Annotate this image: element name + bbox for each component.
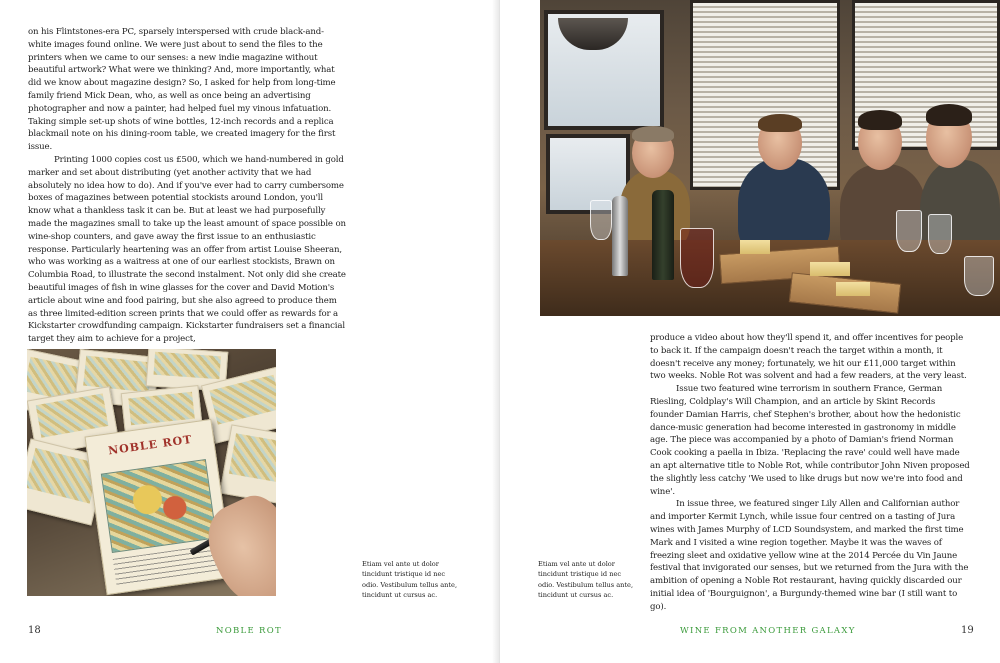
wine-glass <box>590 200 612 240</box>
page-number-right: 19 <box>961 625 974 636</box>
running-head-left: NOBLE ROT <box>216 626 282 636</box>
right-paragraph-3: In issue three, we featured singer Lily Allen and Californian author and importer Kermit Lynch, while issue four centred on a tasting of Jura wines with James Murphy of LCD Soundsystem, and marked the first time Mark and I visited a wine region together. Maybe it was the waves of freezing sleet and oxidative yellow wine at the 2014 Percée du Vin Jaune festival that invigorated our senses, but we returned from the Jura with the ambition of opening a Noble Rot restaurant, having quickly discarded our initial idea of 'Bourguignon', a Burgundy-themed wine bar (I still want to go). <box>650 499 969 612</box>
left-body-text <box>28 26 346 346</box>
right-paragraph-1: produce a video about how they'll spend it, and offer incentives for people to back it. If the campaign doesn't reach the target within a month, it doesn't receive any money; fortunately, we hit our £11,000 target within two weeks. Noble Rot was solvent and had a few readers, at the very least. <box>650 333 967 382</box>
page-number-left: 18 <box>28 625 41 636</box>
magazine-cover-illustration <box>101 459 217 553</box>
wine-glass <box>928 214 952 254</box>
water-glass <box>964 256 994 296</box>
left-paragraph-1: on his Flintstones-era PC, sparsely interspersed with crude black-and-white images found online. We were just about to send the files to the printers when we came to our senses: a new indie magazine without beautiful artwork? What were we thinking? And, more importantly, what did we know about magazine design? So, I asked for help from long-time family friend Mick Dean, who, as well as once being an advertising photographer and now a painter, had helped fuel my vinous infatuation. Taking simple set-up shots of wine bottles, 12-inch records and a replica blackmail note on his dining-room table, we created imagery for the first issue. <box>28 27 336 153</box>
person-left-hair <box>632 126 674 142</box>
magazines-photo <box>27 349 276 596</box>
running-head-right: WINE FROM ANOTHER GALAXY <box>680 626 856 636</box>
left-paragraph-2: Printing 1000 copies cost us £500, which we hand-numbered in gold marker and set about distributing (yet another activity that we had absolutely no idea how to do). And if you've ever had to carry cumbersome boxes of magazines between potential stockists around London, you'll know what a thankless task it can be. But at least we had purposefully made the magazines small to take up the least amount of space possible on wine-shop counters, and gave away the first issue to an enthusiastic response. Particularly heartening was an offer from artist Louise Sheeran, who was working as a waitress at one of our earliest stockists, Brawn on Columbia Road, to illustrate the second instalment. Not only did she create beautiful images of fish in wine glasses for the cover and David Motion's article about wine and food pairing, but she also agreed to produce them as three limited-edition screen prints that we could offer as rewards for a Kickstarter crowdfunding campaign. Kickstarter fundraisers set a financial target they aim to achieve for a project, <box>28 154 346 345</box>
right-body-text <box>650 332 970 614</box>
wine-bottle <box>652 190 674 280</box>
magazine-cover-title: NOBLE ROT <box>107 432 194 458</box>
right-paragraph-2: Issue two featured wine terrorism in southern France, German Riesling, Coldplay's Will Champion, and an article by Skint Records founder Damian Harris, chef Stephen's brother, about how the hedonistic dance-music generation had become interested in gastronomy in middle age. The piece was accompanied by a photo of Damian's friend Norman Cook cooking a paella in Ibiza. 'Replacing the rave' could well have made an apt alternative title to Noble Rot, while contributor John Niven proposed the slightly less catchy 'We used to like drugs but now we're into food and wine'. <box>650 384 970 497</box>
right-photo-caption: Etiam vel ante ut dolor tincidunt tristique id nec odio. Vestibulum tellus ante, tincidunt ut cursus ac. <box>538 560 634 600</box>
left-photo-caption: Etiam vel ante ut dolor tincidunt tristique id nec odio. Vestibulum tellus ante, tincidunt ut cursus ac. <box>362 560 458 600</box>
wine-cooler <box>612 196 628 276</box>
noble-rot-magazine <box>84 419 233 595</box>
cheese <box>836 282 870 296</box>
person-far-right-hair <box>926 104 972 126</box>
person-center-hair <box>758 114 802 132</box>
wine-glass <box>896 210 922 252</box>
cheese <box>810 262 850 276</box>
wine-decanter <box>680 228 714 288</box>
pub-photo <box>540 0 1000 316</box>
cheese <box>740 240 770 254</box>
person-right-hair <box>858 110 902 130</box>
